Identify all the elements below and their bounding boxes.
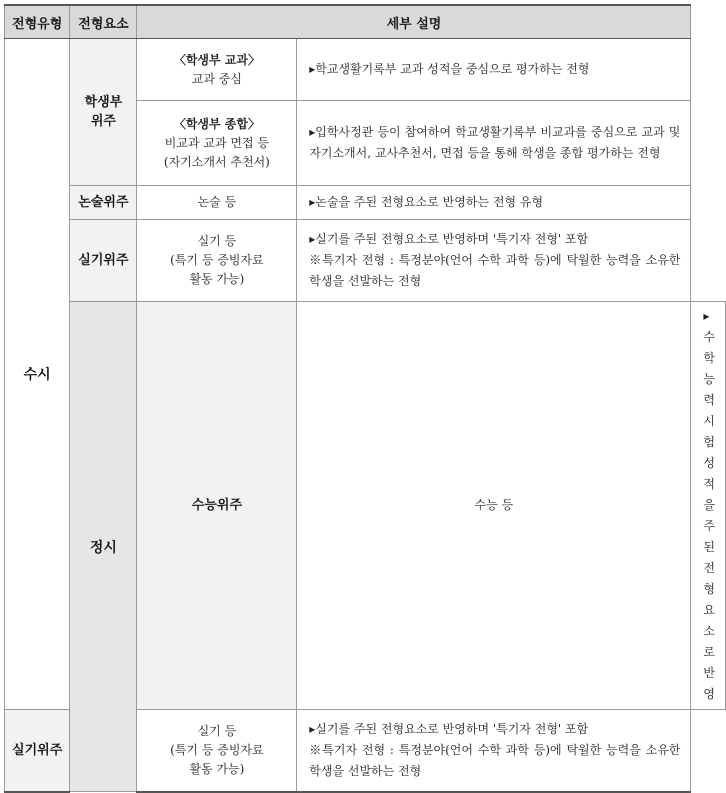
desc-note: ※특기자 전형 : 특정분야(언어 수학 과학 등)에 탁월한 능력을 소유한 학생을 선발하는 전형 bbox=[309, 253, 681, 288]
factor-detail: 교과 중심 bbox=[191, 71, 242, 86]
type-jungsi: 정시 bbox=[70, 302, 137, 792]
header-element: 전형요소 bbox=[70, 5, 137, 39]
desc-jungsi-practical bbox=[297, 710, 691, 792]
row-susi-practical bbox=[5, 220, 726, 302]
factor-student-subject bbox=[137, 39, 297, 101]
factor-title: 〈학생부 교과〉 bbox=[173, 52, 260, 67]
factor-title: 〈학생부 종합〉 bbox=[173, 116, 260, 131]
header-row bbox=[5, 5, 726, 39]
element-jungsi-practical: 실기위주 bbox=[5, 710, 70, 792]
factor-jungsi-practical: 실기 등 (특기 등 증빙자료 활동 가능) bbox=[137, 710, 297, 792]
desc-suneung: ▸수학능력시험 성적을 주된 전형요소로 반영 bbox=[691, 302, 726, 710]
factor-student-comprehensive bbox=[137, 101, 297, 186]
header-type: 전형유형 bbox=[5, 5, 70, 39]
desc-student-comprehensive: ▸입학사정관 등이 참여하여 학교생활기록부 비교과를 중심으로 교과 및 자기소개서, 교사추천서, 면접 등을 통해 학생을 종합 평가하는 전형 bbox=[297, 101, 691, 186]
element-essay: 논술위주 bbox=[70, 186, 137, 220]
factor-detail: 비교과 교과 면접 등 (자기소개서 추천서) bbox=[163, 135, 270, 169]
factor-essay: 논술 등 bbox=[137, 186, 297, 220]
row-student-subject bbox=[5, 39, 726, 101]
row-essay bbox=[5, 186, 726, 220]
desc-main: ▸실기를 주된 전형요소로 반영하며 '특기자 전형' 포함 bbox=[309, 721, 589, 736]
admission-type-table bbox=[4, 4, 726, 793]
factor-susi-practical: 실기 등 (특기 등 증빙자료 활동 가능) bbox=[137, 220, 297, 302]
type-susi: 수시 bbox=[5, 39, 70, 710]
desc-essay: ▸논술을 주된 전형요소로 반영하는 전형 유형 bbox=[297, 186, 691, 220]
desc-susi-practical bbox=[297, 220, 691, 302]
row-suneung bbox=[5, 302, 726, 710]
header-detail: 세부 설명 bbox=[137, 5, 691, 39]
desc-student-subject: ▸학교생활기록부 교과 성적을 중심으로 평가하는 전형 bbox=[297, 39, 691, 101]
desc-main: ▸실기를 주된 전형요소로 반영하며 '특기자 전형' 포함 bbox=[309, 232, 589, 246]
element-susi-practical: 실기위주 bbox=[70, 220, 137, 302]
element-suneung: 수능위주 bbox=[137, 302, 297, 710]
factor-suneung: 수능 등 bbox=[297, 302, 691, 710]
element-student-record: 학생부 위주 bbox=[70, 39, 137, 186]
desc-note: ※특기자 전형 : 특정분야(언어 수학 과학 등)에 탁월한 능력을 소유한 학생을 선발하는 전형 bbox=[309, 742, 681, 778]
